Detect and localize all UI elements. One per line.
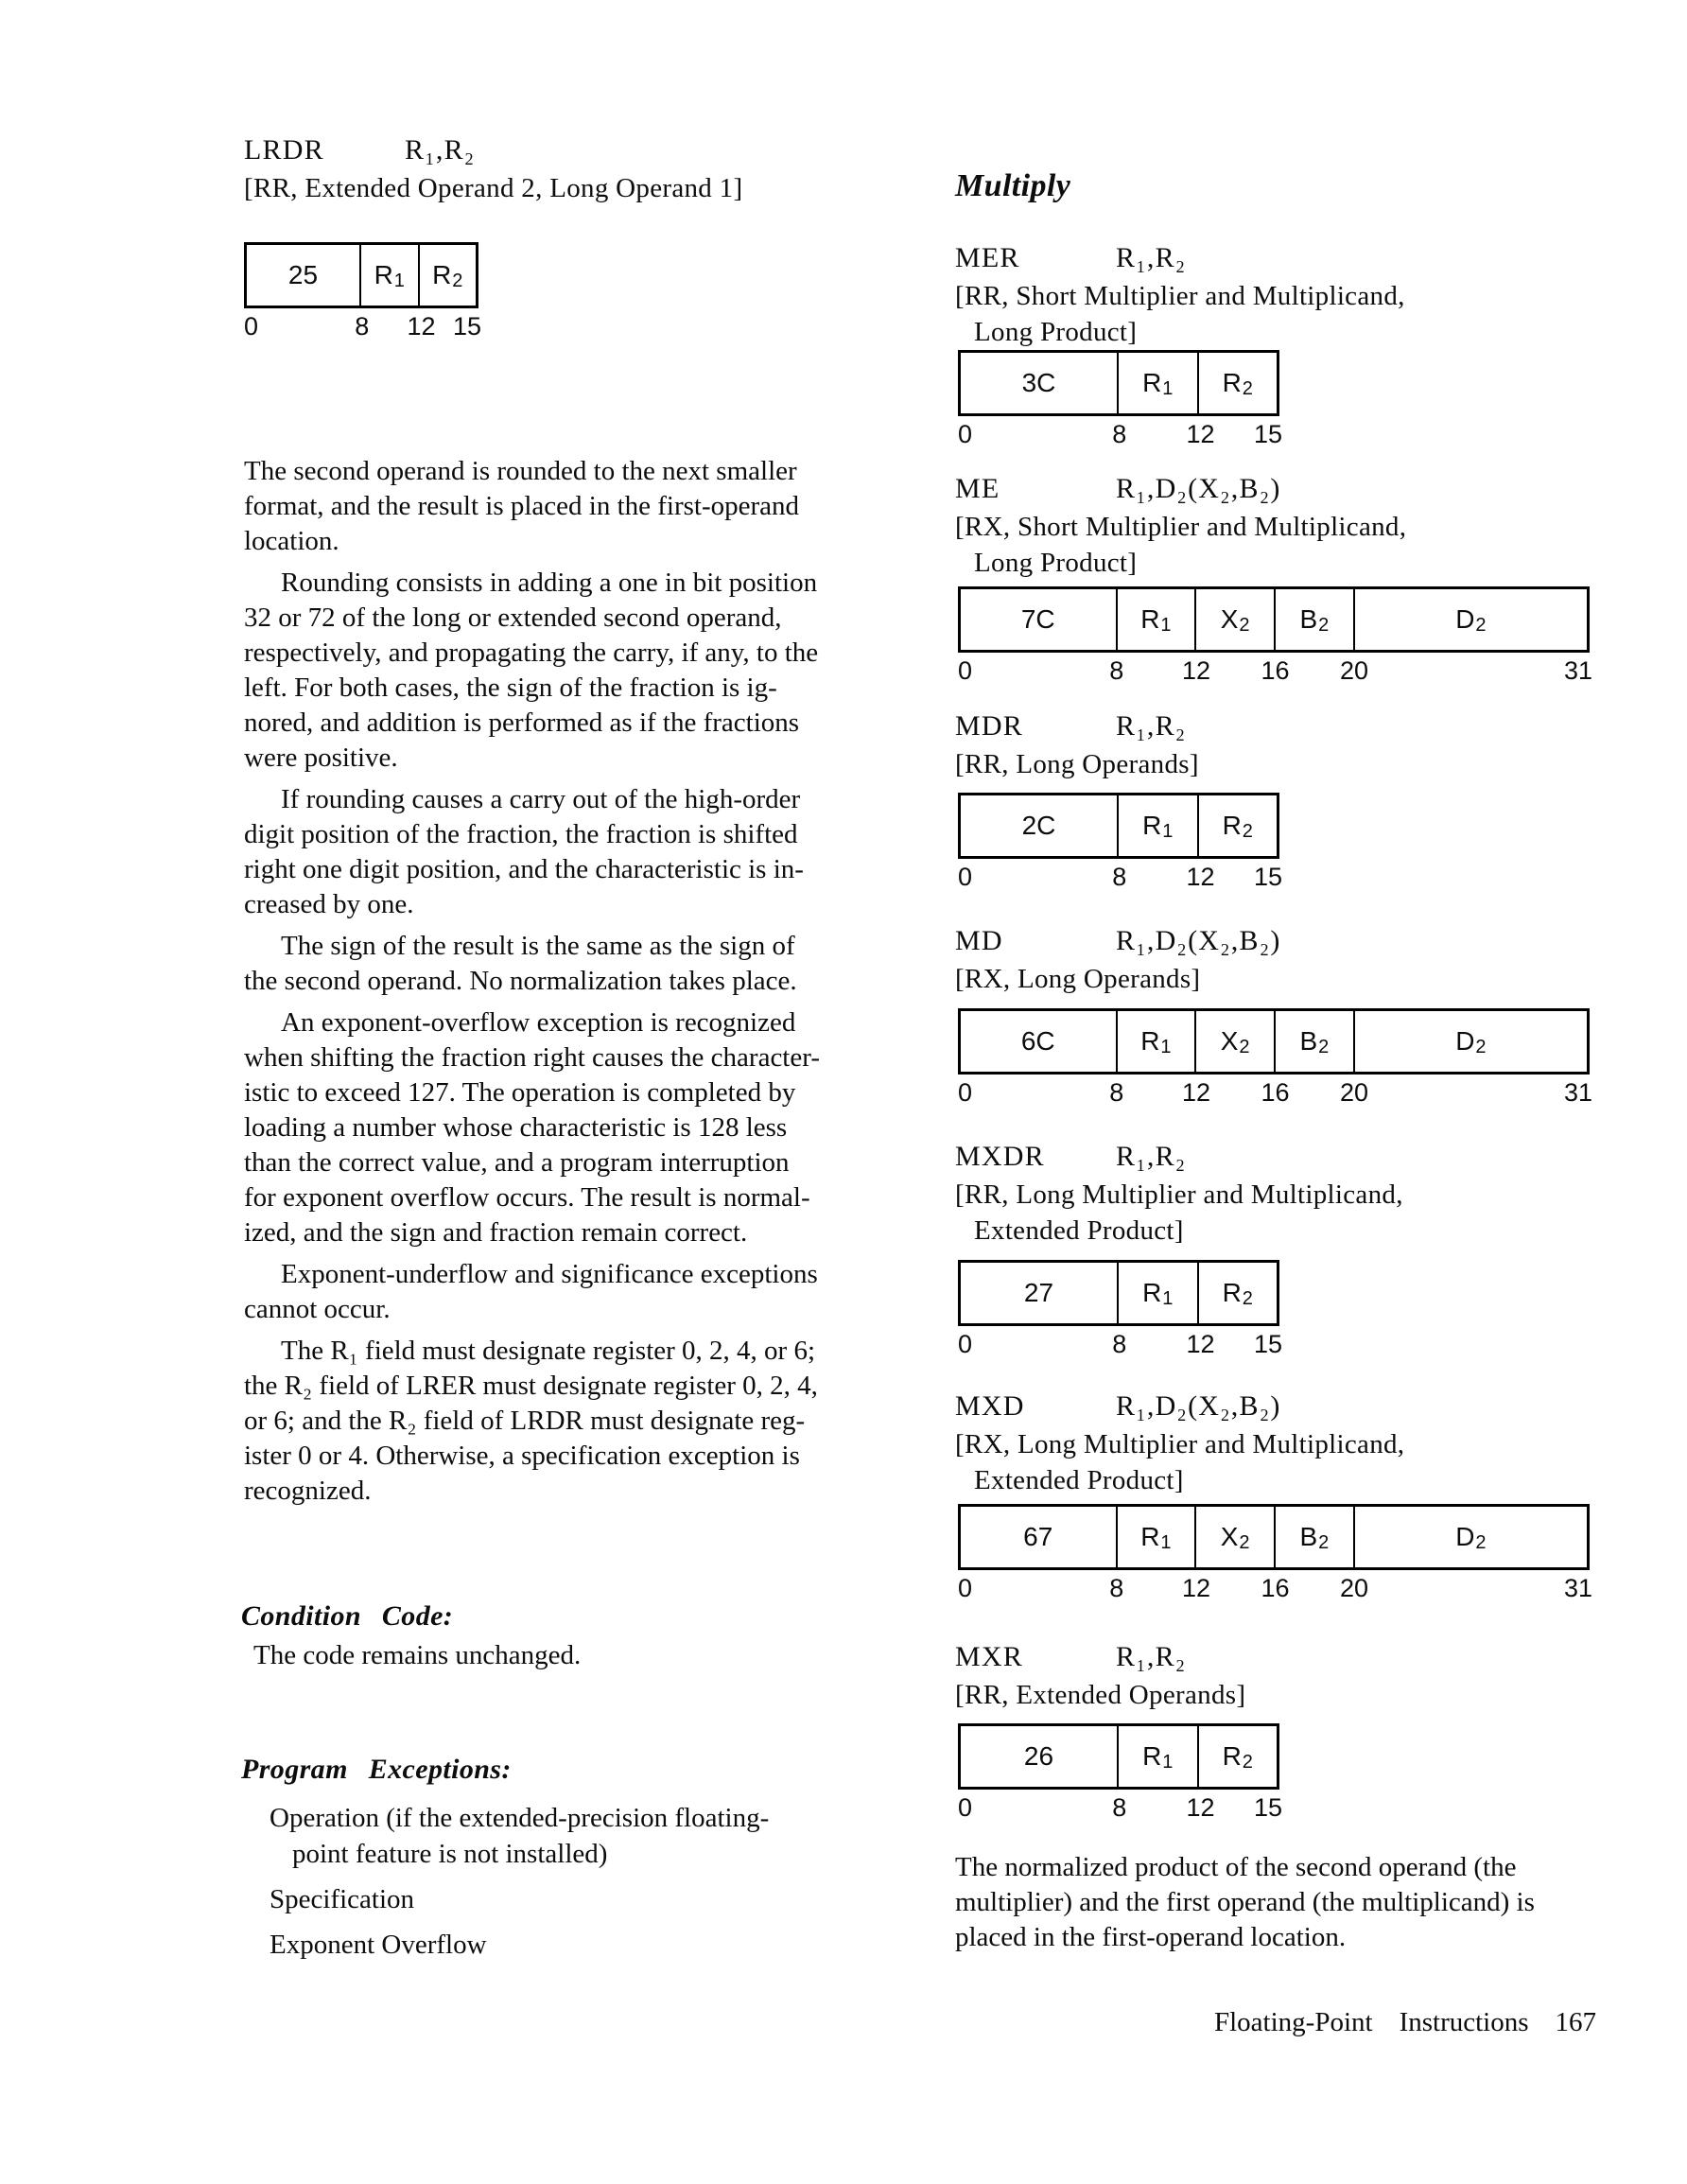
paragraph xyxy=(244,454,878,559)
instruction-header xyxy=(955,1137,1608,1177)
field-label: R xyxy=(1142,811,1162,840)
format-box-cells xyxy=(244,242,478,308)
instruction-format-box xyxy=(958,1504,1593,1604)
text-line: format, and the result is placed in the first-operand xyxy=(244,491,800,521)
instruction-operands: R₁,R₂ xyxy=(1116,1141,1187,1172)
field-25 xyxy=(247,245,359,306)
bit-position-label: 12 xyxy=(1186,1330,1215,1358)
program-exceptions-section xyxy=(241,1754,884,1963)
format-box-cells xyxy=(958,1723,1279,1790)
bit-position-label: 16 xyxy=(1261,1574,1290,1602)
field-label: R xyxy=(1142,1278,1162,1307)
instruction-format-note xyxy=(955,509,1608,581)
condition-code-body: The code remains unchanged. xyxy=(253,1640,582,1670)
field-26 xyxy=(961,1726,1117,1787)
format-box-cells xyxy=(958,793,1279,859)
field-label: B xyxy=(1299,1026,1318,1056)
field-label: R xyxy=(1142,1741,1162,1771)
text-line: than the correct value, and a program interruption xyxy=(244,1147,790,1178)
instruction-section-mxr xyxy=(955,1637,1608,1824)
field-r1: R $_1$ xyxy=(1117,1726,1197,1787)
field-label: R xyxy=(1222,811,1242,840)
condition-code-heading: Condition Code: xyxy=(241,1600,454,1632)
text-line: creased by one. xyxy=(244,889,414,919)
text-line: ized, and the sign and fraction remain correct. xyxy=(244,1217,748,1248)
field-x2: X $_2$ xyxy=(1194,1011,1274,1072)
format-box-cells xyxy=(958,1504,1590,1570)
field-label: R xyxy=(1142,368,1162,397)
bit-position-label: 31 xyxy=(1563,1078,1593,1107)
bit-position-label: 16 xyxy=(1261,1078,1290,1107)
format-box-cells xyxy=(958,350,1279,416)
bit-position-label: 8 xyxy=(355,312,370,341)
instruction-operands: R₁,R₂ xyxy=(1116,710,1187,742)
text-line: Specification xyxy=(270,1884,415,1914)
format-box-ticks xyxy=(958,1330,1283,1360)
instruction-header xyxy=(955,1637,1608,1677)
field-b2: B $_2$ xyxy=(1274,1011,1353,1072)
field-label: D xyxy=(1455,1026,1475,1056)
field-x2: X $_2$ xyxy=(1194,1507,1274,1567)
text-line: If rounding causes a carry out of the high-order xyxy=(281,784,801,814)
instruction-format-note xyxy=(955,278,1608,350)
bit-position-label: 20 xyxy=(1339,1078,1369,1107)
bit-position-label: 8 xyxy=(1112,1793,1127,1822)
page-footer xyxy=(1214,2007,1596,2038)
field-label: B xyxy=(1299,604,1318,634)
text-line: multiplier) and the first operand (the multiplicand) is xyxy=(955,1887,1535,1917)
body-paragraphs xyxy=(244,454,878,1509)
text-line: Extended Product] xyxy=(974,1215,1184,1246)
field-r2: R $_2$ xyxy=(1197,1726,1278,1787)
field-label: 25 xyxy=(287,260,319,289)
text-line: loading a number whose characteristic is 128 less xyxy=(244,1112,788,1143)
text-line: Exponent Overflow xyxy=(270,1930,487,1960)
field-r2: R $_2$ xyxy=(1197,1263,1278,1323)
field-27 xyxy=(961,1263,1117,1323)
instruction-format-box xyxy=(958,350,1283,450)
bit-position-label: 0 xyxy=(244,312,259,341)
instruction-operands: R₁,R₂ xyxy=(405,134,476,166)
instruction-header xyxy=(955,238,1608,278)
field-x2: X $_2$ xyxy=(1194,589,1274,650)
bit-position-label: 12 xyxy=(407,312,436,341)
bit-position-label: 0 xyxy=(958,1793,973,1822)
format-box-ticks xyxy=(958,1793,1283,1824)
instruction-operands: R₁,D₂(X₂,B₂) xyxy=(1116,1390,1281,1422)
instruction-operands: R₁,D₂(X₂,B₂) xyxy=(1116,925,1281,956)
text-line: when shifting the fraction right causes the character- xyxy=(244,1042,820,1073)
paragraph xyxy=(244,929,878,999)
bit-position-label: 15 xyxy=(452,312,482,341)
instruction-mnemonic: MXDR xyxy=(955,1141,1045,1172)
instruction-header xyxy=(955,921,1608,961)
field-r1: R $_1$ xyxy=(1116,1011,1195,1072)
instruction-format-note xyxy=(955,1677,1608,1713)
exception-item xyxy=(241,1927,884,1963)
bit-position-label: 0 xyxy=(958,420,973,448)
text-line: The sign of the result is the same as the sign of xyxy=(281,931,795,961)
field-label: R xyxy=(1222,1741,1242,1771)
text-line: or 6; and the R₂ field of LRDR must designate reg- xyxy=(244,1406,806,1436)
field-label: 7C xyxy=(1020,604,1055,634)
bit-position-label: 12 xyxy=(1181,656,1211,685)
closing-paragraph xyxy=(955,1850,1608,1955)
format-box-cells xyxy=(958,1008,1590,1075)
bit-position-label: 31 xyxy=(1563,656,1593,685)
text-line: 32 or 72 of the long or extended second operand, xyxy=(244,603,782,633)
field-label: X xyxy=(1220,604,1239,634)
instruction-header xyxy=(955,707,1608,746)
text-line: were positive. xyxy=(244,743,398,773)
text-line: ister 0 or 4. Otherwise, a specification exception is xyxy=(244,1441,800,1471)
instruction-section-lrdr xyxy=(244,131,887,206)
text-line: An exponent-overflow exception is recognized xyxy=(281,1007,796,1038)
bit-position-label: 20 xyxy=(1339,656,1369,685)
text-line: [RR, Long Multiplier and Multiplicand, xyxy=(955,1179,1403,1210)
bit-position-label: 15 xyxy=(1253,1793,1283,1822)
field-label: 6C xyxy=(1020,1026,1055,1056)
instruction-section-md xyxy=(955,921,1608,1109)
bit-position-label: 8 xyxy=(1109,1078,1124,1107)
bit-position-label: 12 xyxy=(1181,1078,1211,1107)
text-line: The normalized product of the second operand (the xyxy=(955,1852,1517,1882)
instruction-operands: R₁,R₂ xyxy=(1116,242,1187,273)
text-line: Operation (if the extended-precision floating- xyxy=(270,1803,770,1833)
text-line: The second operand is rounded to the next smaller xyxy=(244,456,797,486)
field-d2: D $_2$ xyxy=(1353,589,1587,650)
text-line: Rounding consists in adding a one in bit position xyxy=(281,568,818,598)
footer-category: Instructions xyxy=(1399,2007,1529,2037)
text-line: right one digit position, and the characteristic is in- xyxy=(244,854,804,884)
format-box-ticks xyxy=(958,863,1283,893)
paragraph xyxy=(244,1334,878,1509)
bit-position-label: 0 xyxy=(958,863,973,891)
instruction-mnemonic: MXR xyxy=(955,1641,1023,1672)
text-line: placed in the first-operand location. xyxy=(955,1922,1347,1952)
instruction-format-note xyxy=(955,746,1608,782)
text-line: the second operand. No normalization takes place. xyxy=(244,966,797,996)
format-box-ticks xyxy=(244,312,482,342)
text-line: respectively, and propagating the carry, if any, to the xyxy=(244,638,819,668)
bit-position-label: 8 xyxy=(1112,420,1127,448)
paragraph xyxy=(244,566,878,776)
field-r2: R $_2$ xyxy=(1197,353,1278,413)
text-line: Extended Product] xyxy=(974,1465,1184,1495)
bit-position-label: 8 xyxy=(1112,863,1127,891)
program-exceptions-list xyxy=(241,1800,884,1963)
field-label: 67 xyxy=(1023,1522,1053,1551)
format-box-cells xyxy=(958,586,1590,653)
field-label: R xyxy=(374,260,393,289)
instruction-section-mdr xyxy=(955,707,1608,893)
field-label: X xyxy=(1220,1522,1239,1551)
instruction-mnemonic: MDR xyxy=(955,710,1023,742)
text-line: istic to exceed 127. The operation is completed by xyxy=(244,1077,796,1108)
paragraph xyxy=(244,1005,878,1250)
field-label: D xyxy=(1455,604,1475,634)
bit-position-label: 8 xyxy=(1109,656,1124,685)
format-box-ticks xyxy=(958,656,1593,687)
bit-position-label: 12 xyxy=(1186,1793,1215,1822)
field-3c xyxy=(961,353,1117,413)
field-label: R xyxy=(1140,1026,1160,1056)
bit-position-label: 15 xyxy=(1253,420,1283,448)
bit-position-label: 0 xyxy=(958,1078,973,1107)
text-line: [RR, Short Multiplier and Multiplicand, xyxy=(955,281,1405,311)
instruction-mnemonic: LRDR xyxy=(244,134,324,166)
field-7c xyxy=(961,589,1116,650)
field-b2: B $_2$ xyxy=(1274,589,1353,650)
format-box-ticks xyxy=(958,420,1283,450)
field-d2: D $_2$ xyxy=(1353,1011,1587,1072)
field-label: R xyxy=(1222,368,1242,397)
text-line: [RR, Extended Operand 2, Long Operand 1] xyxy=(244,173,743,203)
instruction-header xyxy=(955,469,1608,509)
bit-position-label: 8 xyxy=(1112,1330,1127,1358)
instruction-format-box xyxy=(244,242,482,342)
condition-code-section xyxy=(241,1600,875,1673)
program-exceptions-heading: Program Exceptions: xyxy=(241,1754,512,1785)
page-number: 167 xyxy=(1555,2007,1596,2037)
section-heading-multiply: Multiply xyxy=(955,168,1071,203)
text-line: the R₂ field of LRER must designate register 0, 2, 4, xyxy=(244,1371,818,1401)
field-2c xyxy=(961,795,1117,856)
instruction-format-box xyxy=(958,1723,1283,1824)
bit-position-label: 15 xyxy=(1253,863,1283,891)
field-r2: R $_2$ xyxy=(418,245,477,306)
text-line: Exponent-underflow and significance exceptions xyxy=(281,1259,818,1289)
text-line: [RX, Short Multiplier and Multiplicand, xyxy=(955,512,1407,542)
instruction-operands: R₁,D₂(X₂,B₂) xyxy=(1116,473,1281,504)
text-line: cannot occur. xyxy=(244,1294,391,1324)
instruction-mnemonic: MXD xyxy=(955,1390,1025,1422)
field-r1: R $_1$ xyxy=(1116,1507,1195,1567)
text-line: location. xyxy=(244,526,339,556)
bit-position-label: 12 xyxy=(1186,863,1215,891)
text-line: point feature is not installed) xyxy=(292,1839,608,1869)
text-line: Long Product] xyxy=(974,317,1138,347)
format-box-ticks xyxy=(958,1574,1593,1604)
footer-section-title: Floating-Point xyxy=(1213,2007,1373,2037)
text-line: [RX, Long Operands] xyxy=(955,964,1201,994)
instruction-section-mxd xyxy=(955,1387,1608,1604)
exception-item xyxy=(241,1800,884,1872)
instruction-format-note xyxy=(955,1426,1608,1498)
instruction-format-box xyxy=(958,1008,1593,1109)
instruction-format-box xyxy=(958,586,1593,687)
field-label: B xyxy=(1299,1522,1318,1551)
field-67 xyxy=(961,1507,1116,1567)
field-label: R xyxy=(432,260,452,289)
field-label: 3C xyxy=(1021,368,1056,397)
text-line: [RR, Extended Operands] xyxy=(955,1680,1246,1710)
instruction-mnemonic: MER xyxy=(955,242,1020,273)
instruction-operands: R₁,R₂ xyxy=(1116,1641,1187,1672)
bit-position-label: 16 xyxy=(1261,656,1290,685)
instruction-section-mxdr xyxy=(955,1137,1608,1360)
bit-position-label: 0 xyxy=(958,656,973,685)
format-box-cells xyxy=(958,1260,1279,1326)
text-line: [RX, Long Multiplier and Multiplicand, xyxy=(955,1429,1405,1459)
bit-position-label: 20 xyxy=(1339,1574,1369,1602)
bit-position-label: 12 xyxy=(1181,1574,1211,1602)
field-label: 2C xyxy=(1021,811,1056,840)
instruction-format-note xyxy=(244,170,887,206)
field-label: 26 xyxy=(1023,1741,1054,1771)
bit-position-label: 8 xyxy=(1109,1574,1124,1602)
instruction-header xyxy=(244,131,887,170)
instruction-format-note xyxy=(955,961,1608,997)
field-r1: R $_1$ xyxy=(1117,795,1197,856)
field-label: R xyxy=(1140,1522,1160,1551)
format-box-slot-lrdr xyxy=(244,242,482,342)
instruction-mnemonic: ME xyxy=(955,473,1000,504)
bit-position-label: 31 xyxy=(1563,1574,1593,1602)
field-6c xyxy=(961,1011,1116,1072)
instruction-format-box xyxy=(958,793,1283,893)
paragraph xyxy=(244,1257,878,1327)
field-label: D xyxy=(1455,1522,1475,1551)
field-r1: R $_1$ xyxy=(1117,1263,1197,1323)
text-line: for exponent overflow occurs. The result is normal- xyxy=(244,1182,810,1213)
text-line: [RR, Long Operands] xyxy=(955,749,1199,779)
text-line: digit position of the fraction, the fraction is shifted xyxy=(244,819,798,849)
field-label: R xyxy=(1222,1278,1242,1307)
instruction-format-note xyxy=(955,1177,1608,1249)
field-label: X xyxy=(1220,1026,1239,1056)
bit-position-label: 0 xyxy=(958,1330,973,1358)
bit-position-label: 12 xyxy=(1186,420,1215,448)
field-d2: D $_2$ xyxy=(1353,1507,1587,1567)
text-line: nored, and addition is performed as if the fractions xyxy=(244,708,800,738)
field-r1: R $_1$ xyxy=(1116,589,1195,650)
instruction-section-me xyxy=(955,469,1608,687)
field-label: R xyxy=(1140,604,1160,634)
instruction-section-mer xyxy=(955,238,1608,450)
instruction-format-box xyxy=(958,1260,1283,1360)
paragraph xyxy=(244,782,878,922)
field-r1: R $_1$ xyxy=(359,245,418,306)
field-b2: B $_2$ xyxy=(1274,1507,1353,1567)
bit-position-label: 15 xyxy=(1253,1330,1283,1358)
format-box-ticks xyxy=(958,1078,1593,1109)
text-line: recognized. xyxy=(244,1476,372,1506)
field-r1: R $_1$ xyxy=(1117,353,1197,413)
field-label: 27 xyxy=(1023,1278,1054,1307)
instruction-header xyxy=(955,1387,1608,1426)
field-r2: R $_2$ xyxy=(1197,795,1278,856)
instruction-mnemonic: MD xyxy=(955,925,1003,956)
text-line: left. For both cases, the sign of the fraction is ig- xyxy=(244,673,777,703)
bit-position-label: 0 xyxy=(958,1574,973,1602)
text-line: The R₁ field must designate register 0, 2, 4, or 6; xyxy=(281,1336,816,1366)
text-line: Long Product] xyxy=(974,548,1138,578)
exception-item xyxy=(241,1881,884,1917)
